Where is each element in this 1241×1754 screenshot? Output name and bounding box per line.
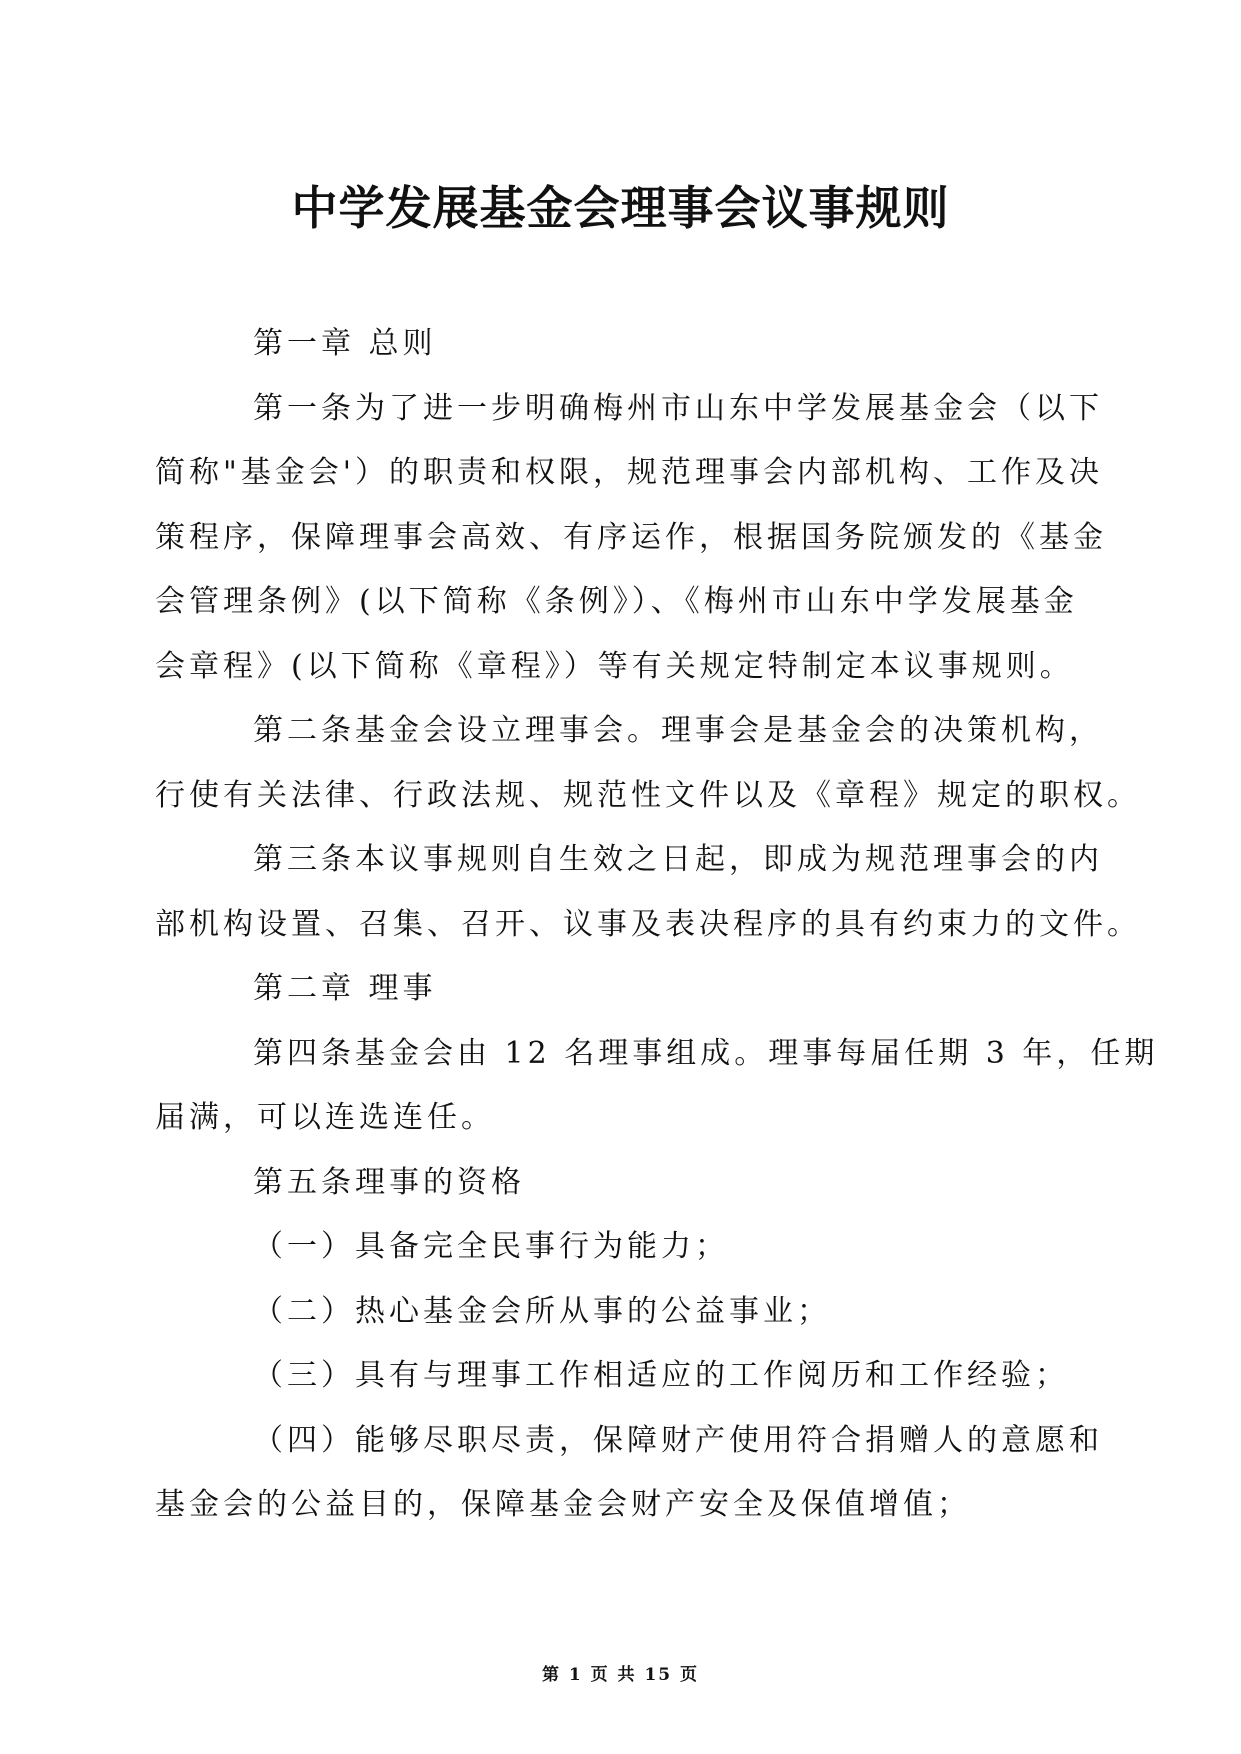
list-item <box>155 1280 1095 1345</box>
paragraph-line: 第二章 理事 <box>253 971 437 1006</box>
page-number-footer: 第 1 页 共 15 页 <box>541 1665 700 1685</box>
article-paragraph <box>155 377 1107 700</box>
document-title: 中学发展基金会理事会议事规则 <box>291 181 950 235</box>
paragraph-line: （三）具有与理事工作相适应的工作阅历和工作经验； <box>253 1358 1069 1393</box>
paragraph-line: 基金会的公益目的，保障基金会财产安全及保值增值； <box>155 1487 971 1522</box>
paragraph-line: 届满，可以连选连任。 <box>155 1100 495 1135</box>
document-body <box>155 312 1159 1538</box>
list-item <box>155 1215 1095 1280</box>
paragraph-line: 部机构设置、召集、召开、议事及表决程序的具有约束力的文件。 <box>155 906 1141 942</box>
article-paragraph <box>155 828 1141 957</box>
paragraph-line: 会管理条例》(以下简称《条例》）、《梅州市山东中学发展基金 <box>155 584 1078 619</box>
paragraph-line: （一）具备完全民事行为能力； <box>253 1229 729 1264</box>
paragraph-line: 简称"基金会'）的职责和权限，规范理事会内部机构、工作及决 <box>155 455 1104 490</box>
chapter-heading <box>155 957 1095 1022</box>
list-item <box>155 1344 1095 1409</box>
paragraph-line: 会章程》(以下简称《章程》）等有关规定特制定本议事规则。 <box>155 648 1074 684</box>
paragraph-line: 行使有关法律、行政法规、规范性文件以及《章程》规定的职权。 <box>155 777 1141 813</box>
article-paragraph <box>155 1022 1159 1151</box>
paragraph-line: 第四条基金会由 12 名理事组成。理事每届任期 3 年，任期 <box>253 1035 1159 1071</box>
paragraph-line: 第一条为了进一步明确梅州市山东中学发展基金会（以下 <box>253 390 1103 426</box>
paragraph-line: 第三条本议事规则自生效之日起，即成为规范理事会的内 <box>253 842 1103 877</box>
paragraph-line: （四）能够尽职尽责，保障财产使用符合捐赠人的意愿和 <box>253 1422 1103 1458</box>
chapter-heading <box>155 312 1095 377</box>
paragraph-line: 策程序，保障理事会高效、有序运作，根据国务院颁发的《基金 <box>155 519 1107 555</box>
article-paragraph <box>155 699 1141 828</box>
paragraph-line: 第五条理事的资格 <box>253 1164 525 1200</box>
paragraph-line: （二）热心基金会所从事的公益事业； <box>253 1293 831 1329</box>
article-paragraph <box>155 1151 1095 1216</box>
paragraph-line: 第二条基金会设立理事会。理事会是基金会的决策机构， <box>253 713 1103 748</box>
list-item <box>155 1409 1103 1538</box>
paragraph-line: 第一章 总则 <box>253 326 437 361</box>
